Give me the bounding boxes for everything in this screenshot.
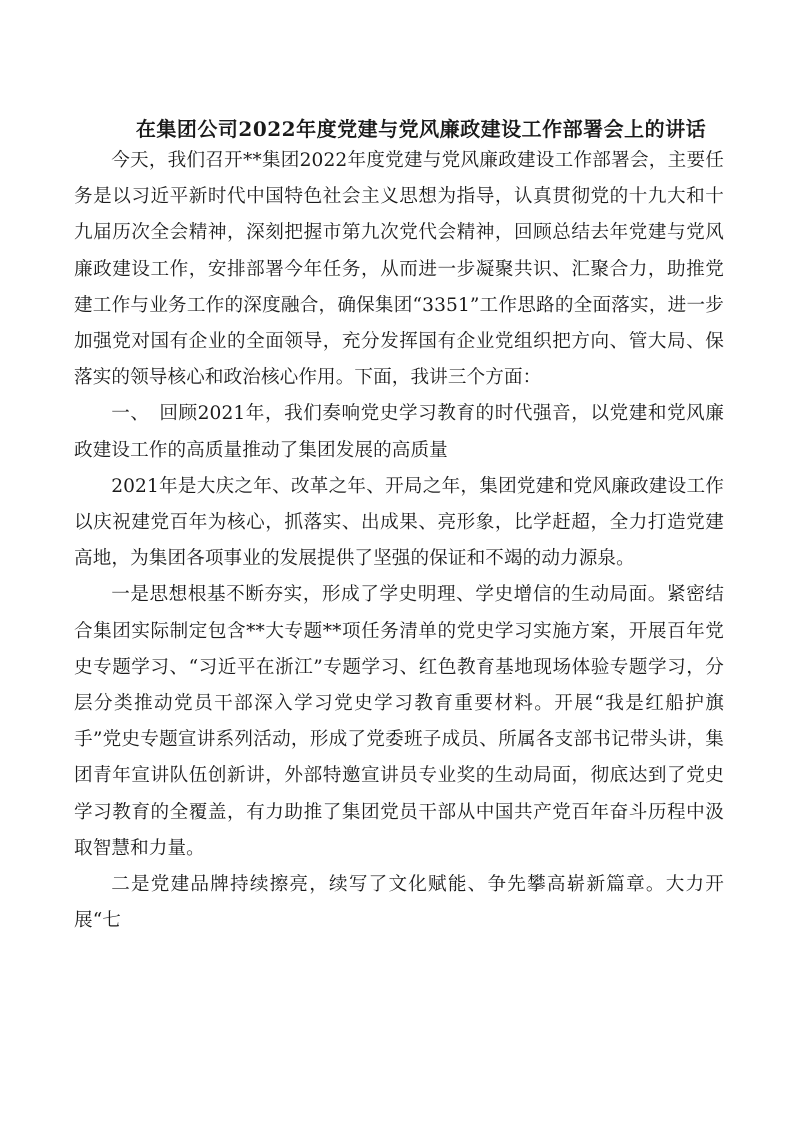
section-heading-1: 一、 回顾2021年，我们奏响党史学习教育的时代强音，以党建和党风廉政建设工作的高质量推动了集团发展的高质量	[74, 403, 724, 461]
document-title: 在集团公司2022年度党建与党风廉政建设工作部署会上的讲话	[135, 117, 707, 142]
paragraph-point-2: 二是党建品牌持续擦亮，续写了文化赋能、争先攀高崭新篇章。大力开展“七	[74, 874, 724, 932]
paragraph-intro: 今天，我们召开**集团2022年度党建与党风廉政建设工作部署会，主要任务是以习近平新时代中国特色社会主义思想为指导，认真贯彻党的十九大和十九届历次全会精神，深刻把握市第九次党代会精神，回顾总结去年党建与党风廉政建设工作，安排部署今年任务，从而进一步凝聚共识、汇聚合力，助推党建工作与业务工作的深度融合，确保集团“3351”工作思路的全面落实，进一步加强党对国有企业的全面领导，充分发挥国有企业党组织把方向、管大局、保落实的领导核心和政治核心作用。下面，我讲三个方面：	[74, 150, 724, 389]
paragraph-point-1: 一是思想根基不断夯实，形成了学史明理、学史增信的生动局面。紧密结合集团实际制定包含**大专题**项任务清单的党史学习实施方案，开展百年党史专题学习、“习近平在浙江”专题学习、红色教育基地现场体验专题学习，分层分类推动党员干部深入学习党史学习教育重要材料。开展“我是红船护旗手”党史专题宣讲系列活动，形成了党委班子成员、所属各支部书记带头讲，集团青年宣讲队伍创新讲，外部特邀宣讲员专业奖的生动局面，彻底达到了党史学习教育的全覆盖，有力助推了集团党员干部从中国共产党百年奋斗历程中汲取智慧和力量。	[74, 584, 724, 859]
paragraph-2021-overview: 2021年是大庆之年、改革之年、开局之年，集团党建和党风廉政建设工作以庆祝建党百年为核心，抓落实、出成果、亮形象，比学赶超，全力打造党建高地，为集团各项事业的发展提供了坚强的保证和不竭的动力源泉。	[74, 475, 724, 570]
document-body	[74, 143, 724, 939]
